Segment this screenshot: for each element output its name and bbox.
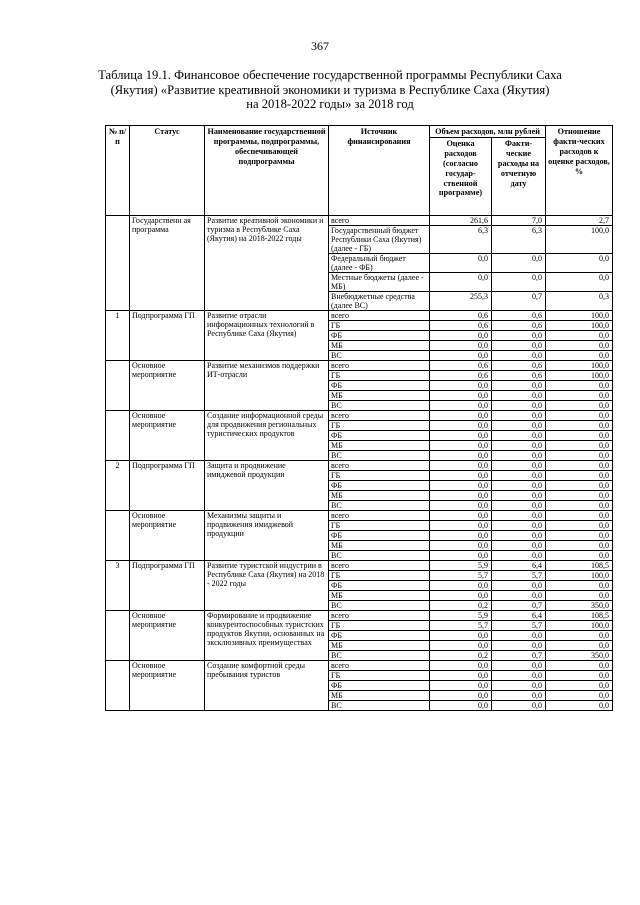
- ratio-cell: 0,0: [546, 500, 613, 510]
- estimate-cell: 0,0: [430, 272, 492, 291]
- funding-source-cell: ВС: [329, 400, 430, 410]
- estimate-cell: 0,0: [430, 400, 492, 410]
- funding-source-cell: Федеральный бюджет (далее - ФБ): [329, 253, 430, 272]
- actual-cell: 7,0: [492, 215, 546, 225]
- table-row: [106, 460, 613, 470]
- funding-source-cell: всего: [329, 360, 430, 370]
- table-row: [106, 560, 613, 570]
- caption-line: (Якутия) «Развитие креативной экономики и туризма в Республике Саха (Якутия): [110, 82, 550, 97]
- funding-source-cell: всего: [329, 310, 430, 320]
- ratio-cell: 0,0: [546, 580, 613, 590]
- actual-cell: 0,0: [492, 580, 546, 590]
- actual-cell: 0,0: [492, 450, 546, 460]
- funding-source-cell: ВС: [329, 600, 430, 610]
- status-cell: Основное мероприятие: [130, 360, 205, 410]
- funding-source-cell: ВС: [329, 350, 430, 360]
- funding-source-cell: всего: [329, 460, 430, 470]
- actual-cell: 0,0: [492, 410, 546, 420]
- header-ratio: Отношение факти-ческих расходов к оценке расходов, %: [546, 126, 613, 216]
- ratio-cell: 100,0: [546, 360, 613, 370]
- funding-source-cell: МБ: [329, 540, 430, 550]
- ratio-cell: 0,0: [546, 340, 613, 350]
- estimate-cell: 0,0: [430, 590, 492, 600]
- estimate-cell: 0,0: [430, 460, 492, 470]
- actual-cell: 0,6: [492, 360, 546, 370]
- actual-cell: 0,0: [492, 510, 546, 520]
- actual-cell: 0,7: [492, 650, 546, 660]
- program-name-cell: Создание информационной среды для продвижения региональных туристических продуктов: [205, 410, 329, 460]
- table-row: [106, 610, 613, 620]
- status-cell: Подпрограмма ГП: [130, 310, 205, 360]
- funding-source-cell: ВС: [329, 500, 430, 510]
- funding-source-cell: всего: [329, 560, 430, 570]
- ratio-cell: 0,0: [546, 660, 613, 670]
- program-name-cell: Развитие механизмов поддержки ИТ-отрасли: [205, 360, 329, 410]
- actual-cell: 0,0: [492, 540, 546, 550]
- header-status: Статус: [130, 126, 205, 216]
- table-body: [106, 215, 613, 710]
- ratio-cell: 0,0: [546, 450, 613, 460]
- row-number-cell: [106, 510, 130, 560]
- estimate-cell: 0,0: [430, 420, 492, 430]
- estimate-cell: 0,0: [430, 580, 492, 590]
- actual-cell: 0,0: [492, 460, 546, 470]
- program-name-cell: Создание комфортной среды пребывания туристов: [205, 660, 329, 710]
- table-row: [106, 510, 613, 520]
- estimate-cell: 0,0: [430, 500, 492, 510]
- ratio-cell: 0,0: [546, 410, 613, 420]
- funding-source-cell: ФБ: [329, 530, 430, 540]
- estimate-cell: 0,0: [430, 350, 492, 360]
- funding-source-cell: ГБ: [329, 370, 430, 380]
- ratio-cell: 0,0: [546, 380, 613, 390]
- row-number-cell: [106, 610, 130, 660]
- ratio-cell: 0,0: [546, 640, 613, 650]
- actual-cell: 0,0: [492, 590, 546, 600]
- ratio-cell: 0,0: [546, 460, 613, 470]
- table-row: [106, 215, 613, 225]
- estimate-cell: 0,0: [430, 470, 492, 480]
- program-name-cell: Механизмы защиты и продвижения имиджевой продукции: [205, 510, 329, 560]
- actual-cell: 5,7: [492, 570, 546, 580]
- estimate-cell: 0,0: [430, 640, 492, 650]
- estimate-cell: 0,0: [430, 480, 492, 490]
- actual-cell: 0,0: [492, 440, 546, 450]
- estimate-cell: 0,6: [430, 310, 492, 320]
- row-number-cell: 1: [106, 310, 130, 360]
- estimate-cell: 0,2: [430, 650, 492, 660]
- estimate-cell: 5,9: [430, 610, 492, 620]
- estimate-cell: 0,0: [430, 670, 492, 680]
- actual-cell: 6,4: [492, 560, 546, 570]
- funding-source-cell: ФБ: [329, 630, 430, 640]
- actual-cell: 0,0: [492, 380, 546, 390]
- estimate-cell: 255,3: [430, 291, 492, 310]
- actual-cell: 0,0: [492, 700, 546, 710]
- ratio-cell: 0,0: [546, 420, 613, 430]
- actual-cell: 0,0: [492, 350, 546, 360]
- ratio-cell: 0,0: [546, 690, 613, 700]
- actual-cell: 0,0: [492, 420, 546, 430]
- funding-source-cell: ФБ: [329, 580, 430, 590]
- actual-cell: 0,0: [492, 550, 546, 560]
- estimate-cell: 0,0: [430, 520, 492, 530]
- page-number: 367: [311, 39, 329, 53]
- estimate-cell: 5,7: [430, 570, 492, 580]
- program-name-cell: Защита и продвижение имиджевой продукции: [205, 460, 329, 510]
- actual-cell: 5,7: [492, 620, 546, 630]
- ratio-cell: 0,0: [546, 530, 613, 540]
- funding-source-cell: ВС: [329, 700, 430, 710]
- ratio-cell: 0,0: [546, 590, 613, 600]
- estimate-cell: 0,0: [430, 490, 492, 500]
- actual-cell: 0,6: [492, 320, 546, 330]
- ratio-cell: 108,5: [546, 560, 613, 570]
- actual-cell: 0,7: [492, 600, 546, 610]
- status-cell: Основное мероприятие: [130, 660, 205, 710]
- funding-source-cell: ГБ: [329, 420, 430, 430]
- estimate-cell: 0,0: [430, 660, 492, 670]
- estimate-cell: 0,0: [430, 430, 492, 440]
- ratio-cell: 0,0: [546, 540, 613, 550]
- actual-cell: 0,0: [492, 690, 546, 700]
- funding-source-cell: ГБ: [329, 570, 430, 580]
- ratio-cell: 0,0: [546, 440, 613, 450]
- ratio-cell: 0,0: [546, 272, 613, 291]
- estimate-cell: 0,0: [430, 540, 492, 550]
- estimate-cell: 0,6: [430, 360, 492, 370]
- ratio-cell: 0,0: [546, 630, 613, 640]
- ratio-cell: 100,0: [546, 370, 613, 380]
- estimate-cell: 0,0: [430, 440, 492, 450]
- status-cell: Подпрограмма ГП: [130, 560, 205, 610]
- ratio-cell: 0,0: [546, 480, 613, 490]
- ratio-cell: 100,0: [546, 310, 613, 320]
- actual-cell: 0,6: [492, 370, 546, 380]
- header-name: Наименование государственной программы, подпрограммы, обеспечивающей подпрограммы: [205, 126, 329, 216]
- financing-table: [105, 125, 613, 711]
- actual-cell: 0,0: [492, 390, 546, 400]
- estimate-cell: 0,0: [430, 680, 492, 690]
- funding-source-cell: Государственный бюджет Республики Саха (Якутия) (далее - ГБ): [329, 225, 430, 253]
- estimate-cell: 6,3: [430, 225, 492, 253]
- ratio-cell: 0,0: [546, 490, 613, 500]
- funding-source-cell: МБ: [329, 390, 430, 400]
- estimate-cell: 5,7: [430, 620, 492, 630]
- funding-source-cell: Внебюджетные средства (далее ВС): [329, 291, 430, 310]
- caption-line: Таблица 19.1. Финансовое обеспечение государственной программы Республики Саха: [98, 68, 562, 82]
- ratio-cell: 0,0: [546, 400, 613, 410]
- actual-cell: 0,0: [492, 253, 546, 272]
- actual-cell: 0,0: [492, 470, 546, 480]
- table-row: [106, 410, 613, 420]
- funding-source-cell: ФБ: [329, 430, 430, 440]
- row-number-cell: 3: [106, 560, 130, 610]
- header-volume: Объем расходов, млн рублей: [430, 126, 546, 138]
- funding-source-cell: ГБ: [329, 470, 430, 480]
- estimate-cell: 0,0: [430, 380, 492, 390]
- header-estimate: Оценка расходов (согласно государ-ственной программе): [430, 137, 492, 215]
- funding-source-cell: всего: [329, 215, 430, 225]
- ratio-cell: 0,3: [546, 291, 613, 310]
- ratio-cell: 0,0: [546, 680, 613, 690]
- status-cell: Основное мероприятие: [130, 610, 205, 660]
- estimate-cell: 0,0: [430, 630, 492, 640]
- ratio-cell: 2,7: [546, 215, 613, 225]
- estimate-cell: 0,2: [430, 600, 492, 610]
- funding-source-cell: всего: [329, 510, 430, 520]
- estimate-cell: 0,0: [430, 330, 492, 340]
- ratio-cell: 350,0: [546, 650, 613, 660]
- header-source: Источник финансирования: [329, 126, 430, 216]
- actual-cell: 0,0: [492, 500, 546, 510]
- program-name-cell: Развитие отрасли информационных технологий в Республике Саха (Якутия): [205, 310, 329, 360]
- ratio-cell: 100,0: [546, 320, 613, 330]
- ratio-cell: 0,0: [546, 700, 613, 710]
- actual-cell: 0,7: [492, 291, 546, 310]
- actual-cell: 0,0: [492, 490, 546, 500]
- ratio-cell: 100,0: [546, 570, 613, 580]
- funding-source-cell: ФБ: [329, 330, 430, 340]
- program-name-cell: Развитие креативной экономики и туризма в Республике Саха (Якутия) на 2018-2022 годы: [205, 215, 329, 310]
- actual-cell: 0,0: [492, 400, 546, 410]
- estimate-cell: 0,0: [430, 410, 492, 420]
- funding-source-cell: всего: [329, 610, 430, 620]
- header-row: [106, 126, 613, 138]
- program-name-cell: Развитие туристской индустрии в Республике Саха (Якутия) на 2018 - 2022 годы: [205, 560, 329, 610]
- actual-cell: 0,0: [492, 430, 546, 440]
- funding-source-cell: ГБ: [329, 620, 430, 630]
- funding-source-cell: ВС: [329, 550, 430, 560]
- ratio-cell: 108,5: [546, 610, 613, 620]
- ratio-cell: 0,0: [546, 350, 613, 360]
- funding-source-cell: ВС: [329, 650, 430, 660]
- row-number-cell: [106, 360, 130, 410]
- table-row: [106, 310, 613, 320]
- actual-cell: 6,4: [492, 610, 546, 620]
- estimate-cell: 0,0: [430, 253, 492, 272]
- ratio-cell: 0,0: [546, 470, 613, 480]
- header-num: № п/п: [106, 126, 130, 216]
- funding-source-cell: всего: [329, 660, 430, 670]
- actual-cell: 6,3: [492, 225, 546, 253]
- actual-cell: 0,0: [492, 480, 546, 490]
- ratio-cell: 0,0: [546, 670, 613, 680]
- program-name-cell: Формирование и продвижение конкурентоспособных туристских продуктов Якутии, основанных на эксклюзивных преимуществах: [205, 610, 329, 660]
- actual-cell: 0,0: [492, 680, 546, 690]
- caption-line: на 2018-2022 годы» за 2018 год: [246, 97, 414, 111]
- actual-cell: 0,0: [492, 670, 546, 680]
- actual-cell: 0,0: [492, 640, 546, 650]
- ratio-cell: 0,0: [546, 330, 613, 340]
- table-row: [106, 660, 613, 670]
- status-cell: Основное мероприятие: [130, 410, 205, 460]
- estimate-cell: 0,0: [430, 530, 492, 540]
- estimate-cell: 0,6: [430, 320, 492, 330]
- status-cell: Подпрограмма ГП: [130, 460, 205, 510]
- status-cell: Основное мероприятие: [130, 510, 205, 560]
- actual-cell: 0,0: [492, 330, 546, 340]
- funding-source-cell: ФБ: [329, 480, 430, 490]
- table-caption: [95, 68, 565, 112]
- funding-source-cell: ГБ: [329, 320, 430, 330]
- ratio-cell: 0,0: [546, 430, 613, 440]
- actual-cell: 0,0: [492, 272, 546, 291]
- estimate-cell: 0,0: [430, 450, 492, 460]
- actual-cell: 0,6: [492, 310, 546, 320]
- header-actual: Факти-ческие расходы на отчетную дату: [492, 137, 546, 215]
- funding-source-cell: ВС: [329, 450, 430, 460]
- funding-source-cell: МБ: [329, 640, 430, 650]
- ratio-cell: 0,0: [546, 520, 613, 530]
- funding-source-cell: Местные бюджеты (далее - МБ): [329, 272, 430, 291]
- estimate-cell: 0,0: [430, 510, 492, 520]
- estimate-cell: 0,0: [430, 700, 492, 710]
- row-number-cell: 2: [106, 460, 130, 510]
- ratio-cell: 0,0: [546, 510, 613, 520]
- ratio-cell: 0,0: [546, 550, 613, 560]
- ratio-cell: 0,0: [546, 390, 613, 400]
- funding-source-cell: ГБ: [329, 670, 430, 680]
- actual-cell: 0,0: [492, 630, 546, 640]
- funding-source-cell: МБ: [329, 340, 430, 350]
- estimate-cell: 5,9: [430, 560, 492, 570]
- status-cell: Государственн ая программа: [130, 215, 205, 310]
- estimate-cell: 0,6: [430, 370, 492, 380]
- actual-cell: 0,0: [492, 660, 546, 670]
- table-row: [106, 360, 613, 370]
- ratio-cell: 350,0: [546, 600, 613, 610]
- ratio-cell: 100,0: [546, 620, 613, 630]
- funding-source-cell: ФБ: [329, 380, 430, 390]
- row-number-cell: [106, 410, 130, 460]
- ratio-cell: 0,0: [546, 253, 613, 272]
- funding-source-cell: ФБ: [329, 680, 430, 690]
- ratio-cell: 100,0: [546, 225, 613, 253]
- estimate-cell: 0,0: [430, 550, 492, 560]
- actual-cell: 0,0: [492, 340, 546, 350]
- row-number-cell: [106, 660, 130, 710]
- estimate-cell: 261,6: [430, 215, 492, 225]
- funding-source-cell: МБ: [329, 690, 430, 700]
- actual-cell: 0,0: [492, 530, 546, 540]
- funding-source-cell: МБ: [329, 490, 430, 500]
- funding-source-cell: всего: [329, 410, 430, 420]
- estimate-cell: 0,0: [430, 390, 492, 400]
- funding-source-cell: МБ: [329, 440, 430, 450]
- row-number-cell: [106, 215, 130, 310]
- estimate-cell: 0,0: [430, 690, 492, 700]
- estimate-cell: 0,0: [430, 340, 492, 350]
- funding-source-cell: ГБ: [329, 520, 430, 530]
- actual-cell: 0,0: [492, 520, 546, 530]
- funding-source-cell: МБ: [329, 590, 430, 600]
